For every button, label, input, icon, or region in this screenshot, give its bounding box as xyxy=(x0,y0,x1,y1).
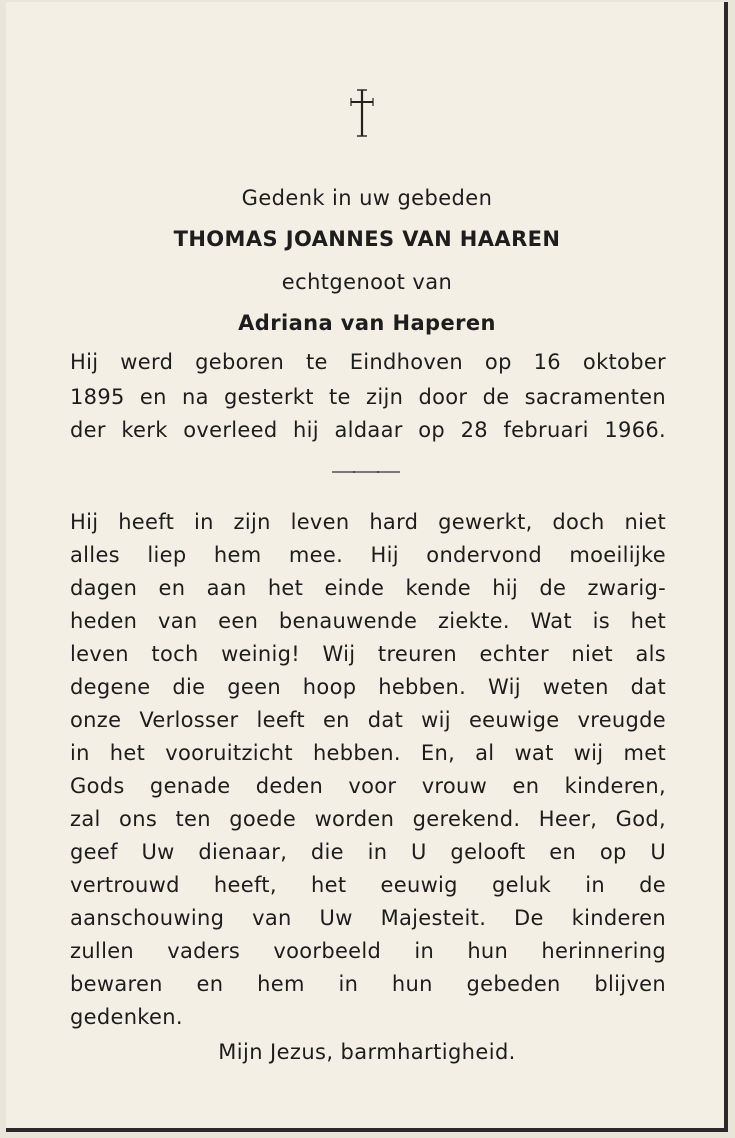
intro-line: 1895 en na gesterkt te zijn door de sacramenten xyxy=(70,385,666,409)
body-line: heden van een benauwende ziekte. Wat is het xyxy=(70,609,666,633)
body-line: dagen en aan het einde kende hij de zwarig- xyxy=(70,576,666,600)
spouse-name: Adriana van Haperen xyxy=(238,311,496,335)
heading: Gedenk in uw gebeden xyxy=(241,186,493,210)
cross-icon xyxy=(348,88,376,138)
body-line: gedenken. xyxy=(70,1005,183,1029)
intro-line: Hij werd geboren te Eindhoven op 16 oktober xyxy=(70,350,666,374)
body-line: vertrouwd heeft, het eeuwig geluk in de xyxy=(70,873,666,897)
body-line: zullen vaders voorbeeld in hun herinnering xyxy=(70,939,666,963)
body-line: aanschouwing van Uw Majesteit. De kinderen xyxy=(70,906,666,930)
body-line: onze Verlosser leeft en dat wij eeuwige vreugde xyxy=(70,708,666,732)
intro-line: der kerk overleed hij aldaar op 28 februari 1966. xyxy=(70,418,666,442)
memorial-card xyxy=(6,2,728,1132)
ornamental-divider xyxy=(332,470,400,474)
relation-text: echtgenoot van xyxy=(281,270,453,294)
body-line: geef Uw dienaar, die in U gelooft en op U xyxy=(70,840,666,864)
body-line: Gods genade deden voor vrouw en kinderen, xyxy=(70,774,666,798)
body-line: in het vooruitzicht hebben. En, al wat wij met xyxy=(70,741,666,765)
body-line: bewaren en hem in hun gebeden blijven xyxy=(70,972,666,996)
body-line: Hij heeft in zijn leven hard gewerkt, doch niet xyxy=(70,510,666,534)
body-line: zal ons ten goede worden gerekend. Heer, God, xyxy=(70,807,666,831)
body-line: alles liep hem mee. Hij ondervond moeilijke xyxy=(70,543,666,567)
body-line: leven toch weinig! Wij treuren echter niet als xyxy=(70,642,666,666)
deceased-name: THOMAS JOANNES VAN HAAREN xyxy=(173,227,561,251)
body-line: degene die geen hoop hebben. Wij weten dat xyxy=(70,675,666,699)
closing-prayer: Mijn Jezus, barmhartigheid. xyxy=(218,1040,516,1064)
